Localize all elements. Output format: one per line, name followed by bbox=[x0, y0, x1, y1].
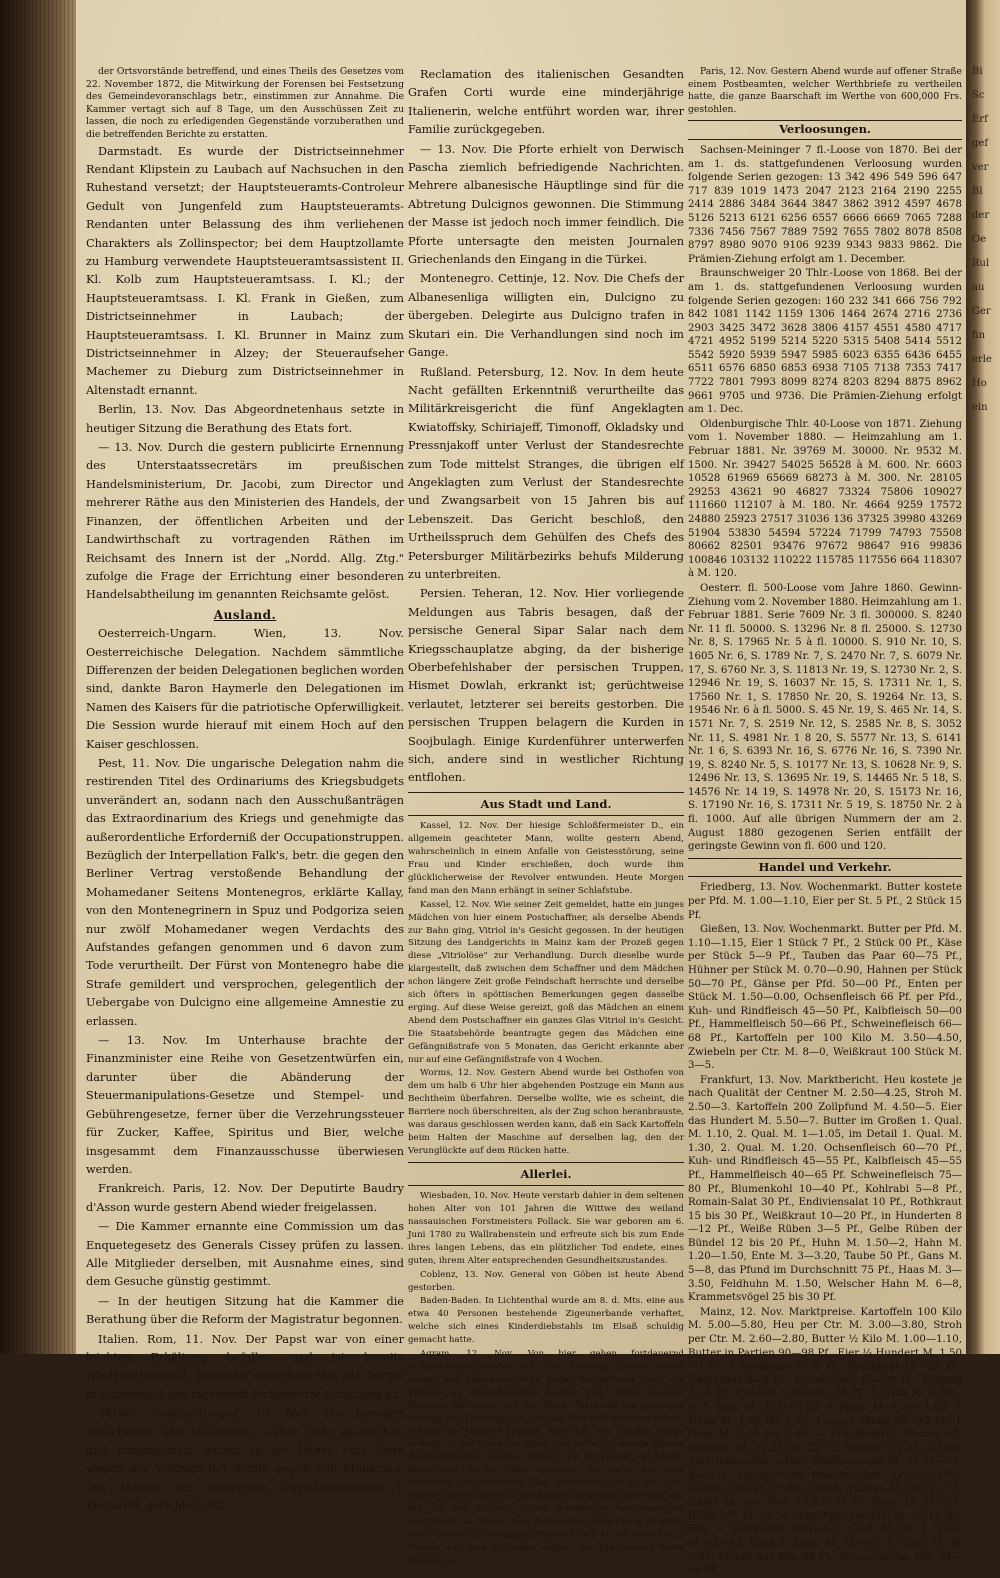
paragraph: Mainz, 12. Nov. Marktpreise. Kartoffeln 100 Kilo M. 5.00—5.80, Heu per Ctr. M. 3.00—3.80, Stroh per Ctr. M. 2.60—2.80, Butter ½ Kilo M. 1.00—1.10, Butter in Partien 90—98 Pf., Eier ¼ Hundert M. 1.50—1.70, 1 Handkäse 6—8 Pf., Rothkraut 18—25 Pf., Weißkraut 6—8 Pf., Blumenkohl 15—20 Pf., Wirsing 3—4 Pf., Zwiebel ½ Kilo 8—10 Pf., 1 Gans M. 4.00—6, 1 Ente M. 2.00—2.20, 1 Hahn M. 1.20—1.80, 1 Huhn M. 1.00 bis 1.30, 1 junge Taube 35—45 Pf., 1 Hase M. 3.50 bis 3.60. — Fruchtmarkt. Waizen eff. hiesiger, M. 22.25 bis 22.75, fremder 22.25—23.00, Amerikanischer rother Winterwaizen M. 23.50—24, Roggen, hiesiger und französischer, 22.00—22.40, Gerste, pfälzer, 17.80—18.60, franken M. 18.25—75, Hafer eff. per Nov. 13.75—14.50, Reps M. 27—28, Rüböl eff. M. 29.20 ohne Faß, per Mai M. 30.10 mit Faß. — Viehmarkt. Ochsen 1. Qual. M. 68, 2. Qual. M. 62—65, Kühe 1. Qual. M. 62—65, 2. Qual. M. 48—54, Kälber das Pfd. 60 Pf., Schweine das Pfd. 54—64 Pf. bbox=[688, 1306, 962, 1577]
paragraph: Reclamation des italienischen Gesandten Grafen Corti wurde eine minderjährige Italienerin, welche entführt worden war, ihrer Familie zurückgegeben. bbox=[408, 68, 684, 137]
paragraph: Oesterreich-Ungarn. Wien, 13. Nov. Oesterreichische Delegation. Nachdem sämmtliche Differenzen der beiden Delegationen beglichen worden sind, dankte Baron Haymerle den Delegationen im Namen des Kaisers für die patriotische Opferwilligkeit. Die Session wurde hierauf mit einem Hoch auf den Kaiser geschlossen. bbox=[86, 627, 404, 751]
edge-fragment: Oe bbox=[972, 234, 987, 245]
paragraph: Italien. Rom, 11. Nov. Der Papst war von einer leichten Erkältung befallen und ist bereits wiederhergestellt. Indessen empfehlen ihm die Aerzte in Anbetracht der Jahreszeit fortgesetzte Schonung an. bbox=[86, 1332, 404, 1401]
edge-fragment: Ho bbox=[972, 378, 987, 389]
paragraph: Rußland. Petersburg, 12. Nov. In dem heute Nacht gefällten Erkenntniß verurtheilte das Militärkreisgericht die fünf Angeklagten Kwiatoffsky, Schiriajeff, Timonoff, Okladsky und Pressnjakoff unter Verlust der Standesrechte zum Tode mittelst Stranges, die übrigen elf Angeklagten zum Verlust der Standesrechte und Zwangsarbeit von 15 Jahren bis auf Lebenszeit. Das Gericht beschloß, den Urtheilsspruch dem Gehülfen des Chefs des Petersburger Militärbezirks behufs Milderung zu unterbreiten. bbox=[408, 365, 684, 581]
paragraph: Wiesbaden, 10. Nov. Heute verstarb dahier in dem seltenen hohen Alter von 101 Jahren die Wittwe des weiland nassauischen Forstmeisters Pollack. Sie war geboren am 6. Juni 1780 zu Wallrabenstein und erfreute sich bis zum Ende ihres langen Lebens, das ein plötzlicher Tod endete, eines guten, ihrem Alter entsprechenden Gesundheitszustandes. bbox=[408, 1191, 684, 1266]
paragraph: Oldenburgische Thlr. 40-Loose von 1871. Ziehung vom 1. November 1880. — Heimzahlung am 1. Februar 1881. Nr. 39769 M. 30000. Nr. 9532 M. 1500. Nr. 39427 54025 56528 à M. 600. Nr. 6603 10528 61969 65669 68273 à M. 300. Nr. 28105 29253 43621 90 46827 73324 75806 109027 111660 112107 à M. 180. Nr. 4664 9259 17572 24880 25923 27517 31036 136 37325 39980 43269 51904 53830 54594 57224 71799 74793 75508 80662 82501 93476 97672 98647 916 99836 100846 103132 110222 115785 117556 664 118307 à M. 120. bbox=[688, 418, 962, 580]
paragraph: Darmstadt. Es wurde der Districtseinnehmer Rendant Klipstein zu Laubach auf Nachsuchen in den Ruhestand versetzt; der Hauptsteueramts-Controleur Gedult von Jungenfeld zum Hauptsteueramts-Rendanten unter Belassung des ihm verliehenen Charakters als Zollinspector; bei dem Hauptzollamte zu Hamburg verwendete Hauptsteueramtsassistent II. Kl. Kolb zum Hauptsteueramtsass. I. Kl.; der Hauptsteueramtsass. I. Kl. Frank in Gießen, zum Districtseinnehmer in Laubach; der Hauptsteueramtsass. I. Kl. Brunner in Mainz zum Districtseinnehmer in Alzey; der Steueraufseher Machemer zu Dieburg zum Districtseinnehmer in Altenstadt ernannt. bbox=[86, 144, 404, 397]
edge-fragment: ein bbox=[972, 402, 988, 413]
edge-fragment: Bi bbox=[972, 66, 983, 77]
next-page-edge-text bbox=[972, 60, 998, 420]
paragraph: Gießen, 13. Nov. Wochenmarkt. Butter per Pfd. M. 1.10—1.15, Eier 1 Stück 7 Pf., 2 Stück 00 Pf., Käse per Stück 5—9 Pf., Tauben das Paar 60—75 Pf., Hühner per Stück M. 0.70—0.90, Hahnen per Stück 50—70 Pf., Gänse per Pfd. 50—00 Pf., Enten per Stück M. 1.50—0.00, Ochsenfleisch 66 Pf. per Pfd., Kuh- und Rindfleisch 45—50 Pf., Kalbfleisch 50—00 Pf., Hammelfleisch 50—66 Pf., Schweinefleisch 66—68 Pf., Kartoffeln per 100 Kilo M. 3.50—4.50, Zwiebeln per Ctr. M. 8—0, Weißkraut 100 Stück M. 3—5. bbox=[688, 924, 962, 1072]
column-3 bbox=[688, 66, 962, 1577]
edge-fragment: ver bbox=[972, 162, 989, 173]
section-heading-allerlei: Allerlei. bbox=[408, 1162, 684, 1186]
section-heading-verloosungen: Verloosungen. bbox=[688, 120, 962, 140]
edge-fragment: gef bbox=[972, 138, 989, 149]
paragraph: Braunschweiger 20 Thlr.-Loose von 1868. Bei der am 1. ds. stattgefundenen Verloosung wurden folgende Serien gezogen: 160 232 341 666 756 792 842 1081 1142 1159 1306 1464 2674 2716 2736 2903 3425 3472 3628 3806 4157 4551 4580 4717 4721 4952 5199 5214 5220 5315 5408 5414 5512 5542 5920 5939 5947 5985 6023 6355 6436 6455 6511 6576 6850 6853 6938 7105 7138 7353 7417 7722 7801 7993 8099 8274 8203 8294 8875 8962 9661 9705 und 9736. Die Prämien-Ziehung erfolgt am 1. Dec. bbox=[688, 268, 962, 416]
section-heading-stadt-und-land: Aus Stadt und Land. bbox=[408, 792, 684, 816]
paragraph: Montenegro. Cettinje, 12. Nov. Die Chefs der Albanesenliga willigten ein, Dulcigno zu übergeben. Delegirte aus Dulcigno trafen in Skutari ein. Die Verhandlungen sind noch im Gange. bbox=[408, 272, 684, 360]
edge-fragment: au bbox=[972, 282, 985, 293]
paragraph: Frankreich. Paris, 12. Nov. Der Deputirte Baudry d'Asson wurde gestern Abend wieder freigelassen. bbox=[86, 1182, 404, 1214]
edge-fragment: Bl bbox=[972, 186, 983, 197]
section-heading-handel-und-verkehr: Handel und Verkehr. bbox=[688, 858, 962, 878]
paragraph: Pest, 11. Nov. Die ungarische Delegation nahm die restirenden Titel des Ordinariums des Kriegsbudgets unverändert an, sodann nach den Ausschußanträgen das Extraordinarium des Kriegs und genehmigte das außerordentliche Erforderniß der Occupationstruppen. Bezüglich der Interpellation Falk's, betr. die gegen den Berliner Vertrag verstoßende Behandlung der Mohamedaner Seitens Montenegros, erklärte Kallay, von den Montenegrinern in Spuz und Podgoriza seien nur zwölf Mohamedaner wegen Verdachts des Aufstandes gefangen genommen und 6 davon zum Tode verurtheilt. Der Fürst von Montenegro habe die Strafe gemildert und versprochen, gelegentlich der Uebergabe von Dulcigno eine allgemeine Amnestie zu erlassen. bbox=[86, 756, 404, 1028]
edge-fragment: fin bbox=[972, 330, 986, 341]
paragraph: — Die Kammer ernannte eine Commission um das Enquetegesetz des Generals Cissey prüfen zu lassen. Alle Mitglieder derselben, mit Ausnahme eines, sind dem Gesuche günstig gestimmt. bbox=[86, 1220, 404, 1289]
paragraph: Coblenz, 13. Nov. General von Göben ist heute Abend gestorben. bbox=[408, 1269, 684, 1293]
paragraph: Agram, 12. Nov. Von hier gehen fortdauernd Schreckensnachrichten ein. Die Erdstöße treten immer wieder auf, Häusereinstürze finden fortwährend statt, die Verluste an Menschenleben mehren sich. Ueber tausend Familien flüchteten aus der Stadt. Während der gestrigen Sitzung des Landtages, in der das Protokoll verlesen wurde, erfolgte der stärkste Erdstoß. Alles floh. Der Landtag wurde vertagt. In der Nähe der Stadt sind heiße, stinkende Wasser durchgebrochen, welche, ähnlich, wie die Geyser auf Island, klafterhoch in die Höhe springen. Die dabei aus dem Erdinnern ausgestoßenen Gase entzünden sich an der Luft. Warme Quellen treten in der ganzen Umgebung der Stadt auf. Bei Jan und Trebisco sollen lawinartige Ausströmungen stattfinden. In Sevete fand heute eine vulkanische Eruption statt. Dichtes, schlammiges Wasser schoß in der Höhe von 2 Metern aus dem Erdboden empor. Die Erscheinung hörte Mittags auf. bbox=[408, 1349, 684, 1566]
paragraph: Frankfurt, 13. Nov. Marktbericht. Heu kostete je nach Qualität der Centner M. 2.50—4.25, Stroh M. 2.50—3. Kartoffeln 200 Zollpfund M. 4.50—5. Eier das Hundert M. 5.50—7. Butter im Großen 1. Qual. M. 1.10, 2. Qual. M. 1—1.05, im Detail 1. Qual. M. 1.30, 2. Qual. M. 1.20. Ochsenfleisch 60—70 Pf., Kuh- und Rindfleisch 45—55 Pf., Kalbfleisch 45—55 Pf., Hammelfleisch 40—65 Pf. Schweinefleisch 75—80 Pf., Blumenkohl 10—40 Pf., Kohlrabi 5—8 Pf., Romain-Salat 30 Pf., Endiviensalat 10 Pf., Rothkraut 15 bis 30 Pf., Weißkraut 10—20 Pf., in Hunderten 8—12 Pf., Weiße Rüben 3—5 Pf., Gelbe Rüben der Bündel 12 bis 20 Pf., Huhn M. 1.50—2, Hahn M. 1.20—1.50, Ente M. 3—3.20, Taube 50 Pf., Gans M. 5—8, das Pfund im Durchschnitt 75 Pf., Haas M. 3—3.50, Feldhuhn M. 1.50, Welscher Hahn M. 6—8, Krammetsvögel 25 bis 30 Pf. bbox=[688, 1074, 962, 1304]
paragraph: — 13. Nov. Die Pforte erhielt von Derwisch Pascha ziemlich befriedigende Nachrichten. Mehrere albanesische Häuptlinge sind für die Abtretung Dulcignos gewonnen. Die Stimmung der Masse ist jedoch noch immer feindlich. Die Pforte untersagte den meisten Journalen Griechenlands den Eingang in die Türkei. bbox=[408, 142, 684, 267]
paragraph: Berlin, 13. Nov. Das Abgeordnetenhaus setzte in heutiger Sitzung die Berathung des Etats fort. bbox=[86, 403, 404, 435]
paragraph: der Ortsvorstände betreffend, und eines Theils des Gesetzes vom 22. November 1872, die Mitwirkung der Forensen bei Festsetzung des Gemeindevoranschlags betr., einstimmen zur Annahme. Die Kammer vertagt sich auf 8 Tage, um den Ausschüssen Zeit zu lassen, die noch zu erledigenden Gegenstände vorzuberathen und die betreffenden Berichte zu erstatten. bbox=[86, 66, 404, 140]
edge-fragment: Ger bbox=[972, 306, 991, 317]
edge-fragment: Rul bbox=[972, 258, 990, 269]
paragraph: Kassel, 12. Nov. Wie seiner Zeit gemeldet, hatte ein junges Mädchen von hier einem Postschaffner, als derselbe Abends zur Bahn ging, Vitriol in's Gesicht gegossen. In der heutigen Sitzung des Landgerichts in Mainz kam der Prozeß gegen diese „Vitriolöse" zur Verhandlung. Durch dieselbe wurde klargestellt, daß zwischen dem Schaffner und dem Mädchen schon längere Zeit große Feindschaft herrschte und derselbe sich öfters in spöttischen Bemerkungen gegen dasselbe erging. Auf diese Weise gereizt, goß das Mädchen an einem Abend dem Postschaffner ein ganzes Glas Vitriol in's Gesicht. Die Staatsbehörde beantragte gegen das Mädchen eine Gefängnißstrafe von 5 Monaten, das Gericht erkannte aber nur auf eine Gefängnißstrafe von 4 Wochen. bbox=[408, 899, 684, 1065]
edge-fragment: erle bbox=[972, 354, 992, 365]
paragraph: — 13. Nov. Im Unterhause brachte der Finanzminister eine Reihe von Gesetzentwürfen ein, darunter über die Abänderung der Steuermanipulations-Gesetze und Stempel- und Gebührengesetze, ferner über die Verzehrungssteuer für Zucker, Kaffee, Spiritus und Bier, welche insgesammt dem Finanzausschusse überwiesen werden. bbox=[86, 1034, 404, 1176]
edge-fragment: der bbox=[972, 210, 990, 221]
paragraph: Türkei. Constantinopel, 13. Nov. Die hiesigen Botschafter und Gesandten, außer dem spanischen und rumänischen, haben an die Pforte eine Note wegen des Vollzugs der Strafe gegen Veli Mohamed, den Mörder des russischen Oberstlieutenants v. Komaroff, gerichtet. Auf bbox=[86, 1407, 404, 1513]
paragraph: Persien. Teheran, 12. Nov. Hier vorliegende Meldungen aus Tabris besagen, daß der persische General Sipar Salar nach dem Kriegsschauplatze abging, da der bisherige Oberbefehlshaber der persischen Truppen, Hismet Dowlah, erkrankt ist; gerüchtweise verlautet, letzterer sei bereits gestorben. Die persischen Truppen belagern die Kurden in Soojbulagh. Einige Kurdenführer unterwerfen sich, andere sind in westlicher Richtung entflohen. bbox=[408, 587, 684, 785]
paragraph: Baden-Baden. In Lichtenthal wurde am 8. d. Mts. eine aus etwa 40 Personen bestehende Zigeunerbande verhaftet, welche sich eines Kinderdiebstahls im Elsaß schuldig gemacht hatte. bbox=[408, 1296, 684, 1346]
column-2 bbox=[408, 66, 684, 1566]
paragraph: Friedberg, 13. Nov. Wochenmarkt. Butter kostete per Pfd. M. 1.00—1.10, Eier per St. 5 Pf., 2 Stück 15 Pf. bbox=[688, 882, 962, 921]
paragraph: — In der heutigen Sitzung hat die Kammer die Berathung über die Reform der Magistratur begonnen. bbox=[86, 1294, 404, 1327]
paragraph: — 13. Nov. Durch die gestern publicirte Ernennung des Unterstaatssecretärs im preußischen Handelsministerium, Dr. Jacobi, zum Director und mehrerer Räthe aus den Ministerien des Handels, der Finanzen, der öffentlichen Arbeiten und der Landwirthschaft zu vortragenden Räthen im Reichsamt des Innern ist der „Nordd. Allg. Ztg." zufolge die Frage der Errichtung einer besonderen Handelsabtheilung im genannten Reichsamte gelöst. bbox=[86, 441, 404, 602]
paragraph: Sachsen-Meininger 7 fl.-Loose von 1870. Bei der am 1. ds. stattgefundenen Verloosung wurden folgende Serien gezogen: 13 342 496 549 596 647 717 839 1019 1473 2047 2123 2164 2190 2255 2414 2886 3484 3644 3847 3862 3912 4597 4678 5126 5213 6121 6256 6557 6666 6669 7065 7288 7336 7456 7567 7889 7592 7655 7802 8078 8508 8797 8980 9070 9106 9239 9343 9833 9862. Die Prämien-Ziehung erfolgt am 1. December. bbox=[688, 144, 962, 265]
section-heading-ausland: Ausland. bbox=[213, 607, 277, 622]
column-1 bbox=[86, 66, 404, 1513]
edge-fragment: Erf bbox=[972, 114, 988, 125]
book-binding-left bbox=[0, 0, 78, 1354]
paragraph: Paris, 12. Nov. Gestern Abend wurde auf offener Straße einem Postbeamten, welcher Werthbriefe zu vertheilen hatte, die ganze Baarschaft im Werthe von 600,000 Frs. gestohlen. bbox=[688, 66, 962, 115]
paragraph: Kassel, 12. Nov. Der hiesige Schloßfermeister D., ein allgemein geachteter Mann, wollte gestern Abend, wahrscheinlich in einem Anfalle von Geistesstörung, seine Frau und Kinder erschießen, doch wurde ihm glücklicherweise der Revolver entwunden. Heute Morgen fand man den Mann erhängt in seiner Schlafstube. bbox=[408, 821, 684, 896]
edge-fragment: Sc bbox=[972, 90, 985, 101]
paragraph: Worms, 12. Nov. Gestern Abend wurde bei Osthofen von dem um halb 6 Uhr hier abgehenden Postzuge ein Mann aus Bechtheim überfahren. Derselbe wollte, wie es scheint, die Barriere noch überschreiten, als der Zug schon heranbrauste, was daraus geschlossen werden kann, daß ein Sack Kartoffeln beim Halten der Maschine auf derselben lag, den der Verunglückte auf dem Rücken hatte. bbox=[408, 1068, 684, 1156]
paragraph: Oesterr. fl. 500-Loose vom Jahre 1860. Gewinn-Ziehung vom 2. November 1880. Heimzahlung am 1. Februar 1881. Serie 7609 Nr. 3 fl. 300000. S. 8240 Nr. 11 fl. 50000. S. 13296 Nr. 8 fl. 25000. S. 12730 Nr. 8, S. 17965 Nr. 5 à fl. 10000. S. 910 Nr. 10, S. 1605 Nr. 6, S. 1789 Nr. 7, S. 2470 Nr. 7, S. 6079 Nr. 17, S. 6760 Nr. 3, S. 11813 Nr. 19, S. 12730 Nr. 2, S. 12946 Nr. 19, S. 16037 Nr. 15, S. 17311 Nr. 1, S. 17560 Nr. 1, S. 17850 Nr. 20, S. 19264 Nr. 13, S. 19546 Nr. 6 à fl. 5000. S. 45 Nr. 19, S. 465 Nr. 14, S. 1571 Nr. 7, S. 2519 Nr. 12, S. 2585 Nr. 8, S. 3052 Nr. 11, S. 4981 Nr. 1 8 20, S. 5577 Nr. 13, S. 6141 Nr. 1 6, S. 6393 Nr. 16, S. 6776 Nr. 16, S. 7390 Nr. 19, S. 8240 Nr. 5, S. 10177 Nr. 13, S. 10628 Nr. 9, S. 12496 Nr. 13, S. 13695 Nr. 19, S. 14465 Nr. 5 18, S. 14576 Nr. 14 19, S. 14978 Nr. 20, S. 15173 Nr. 16, S. 17190 Nr. 16, S. 17311 Nr. 5 19, S. 18750 Nr. 2 à fl. 1000. Auf alle übrigen Nummern der am 2. August 1880 gezogenen Serien entfällt der geringste Gewinn von fl. 600 und 120. bbox=[688, 582, 962, 853]
